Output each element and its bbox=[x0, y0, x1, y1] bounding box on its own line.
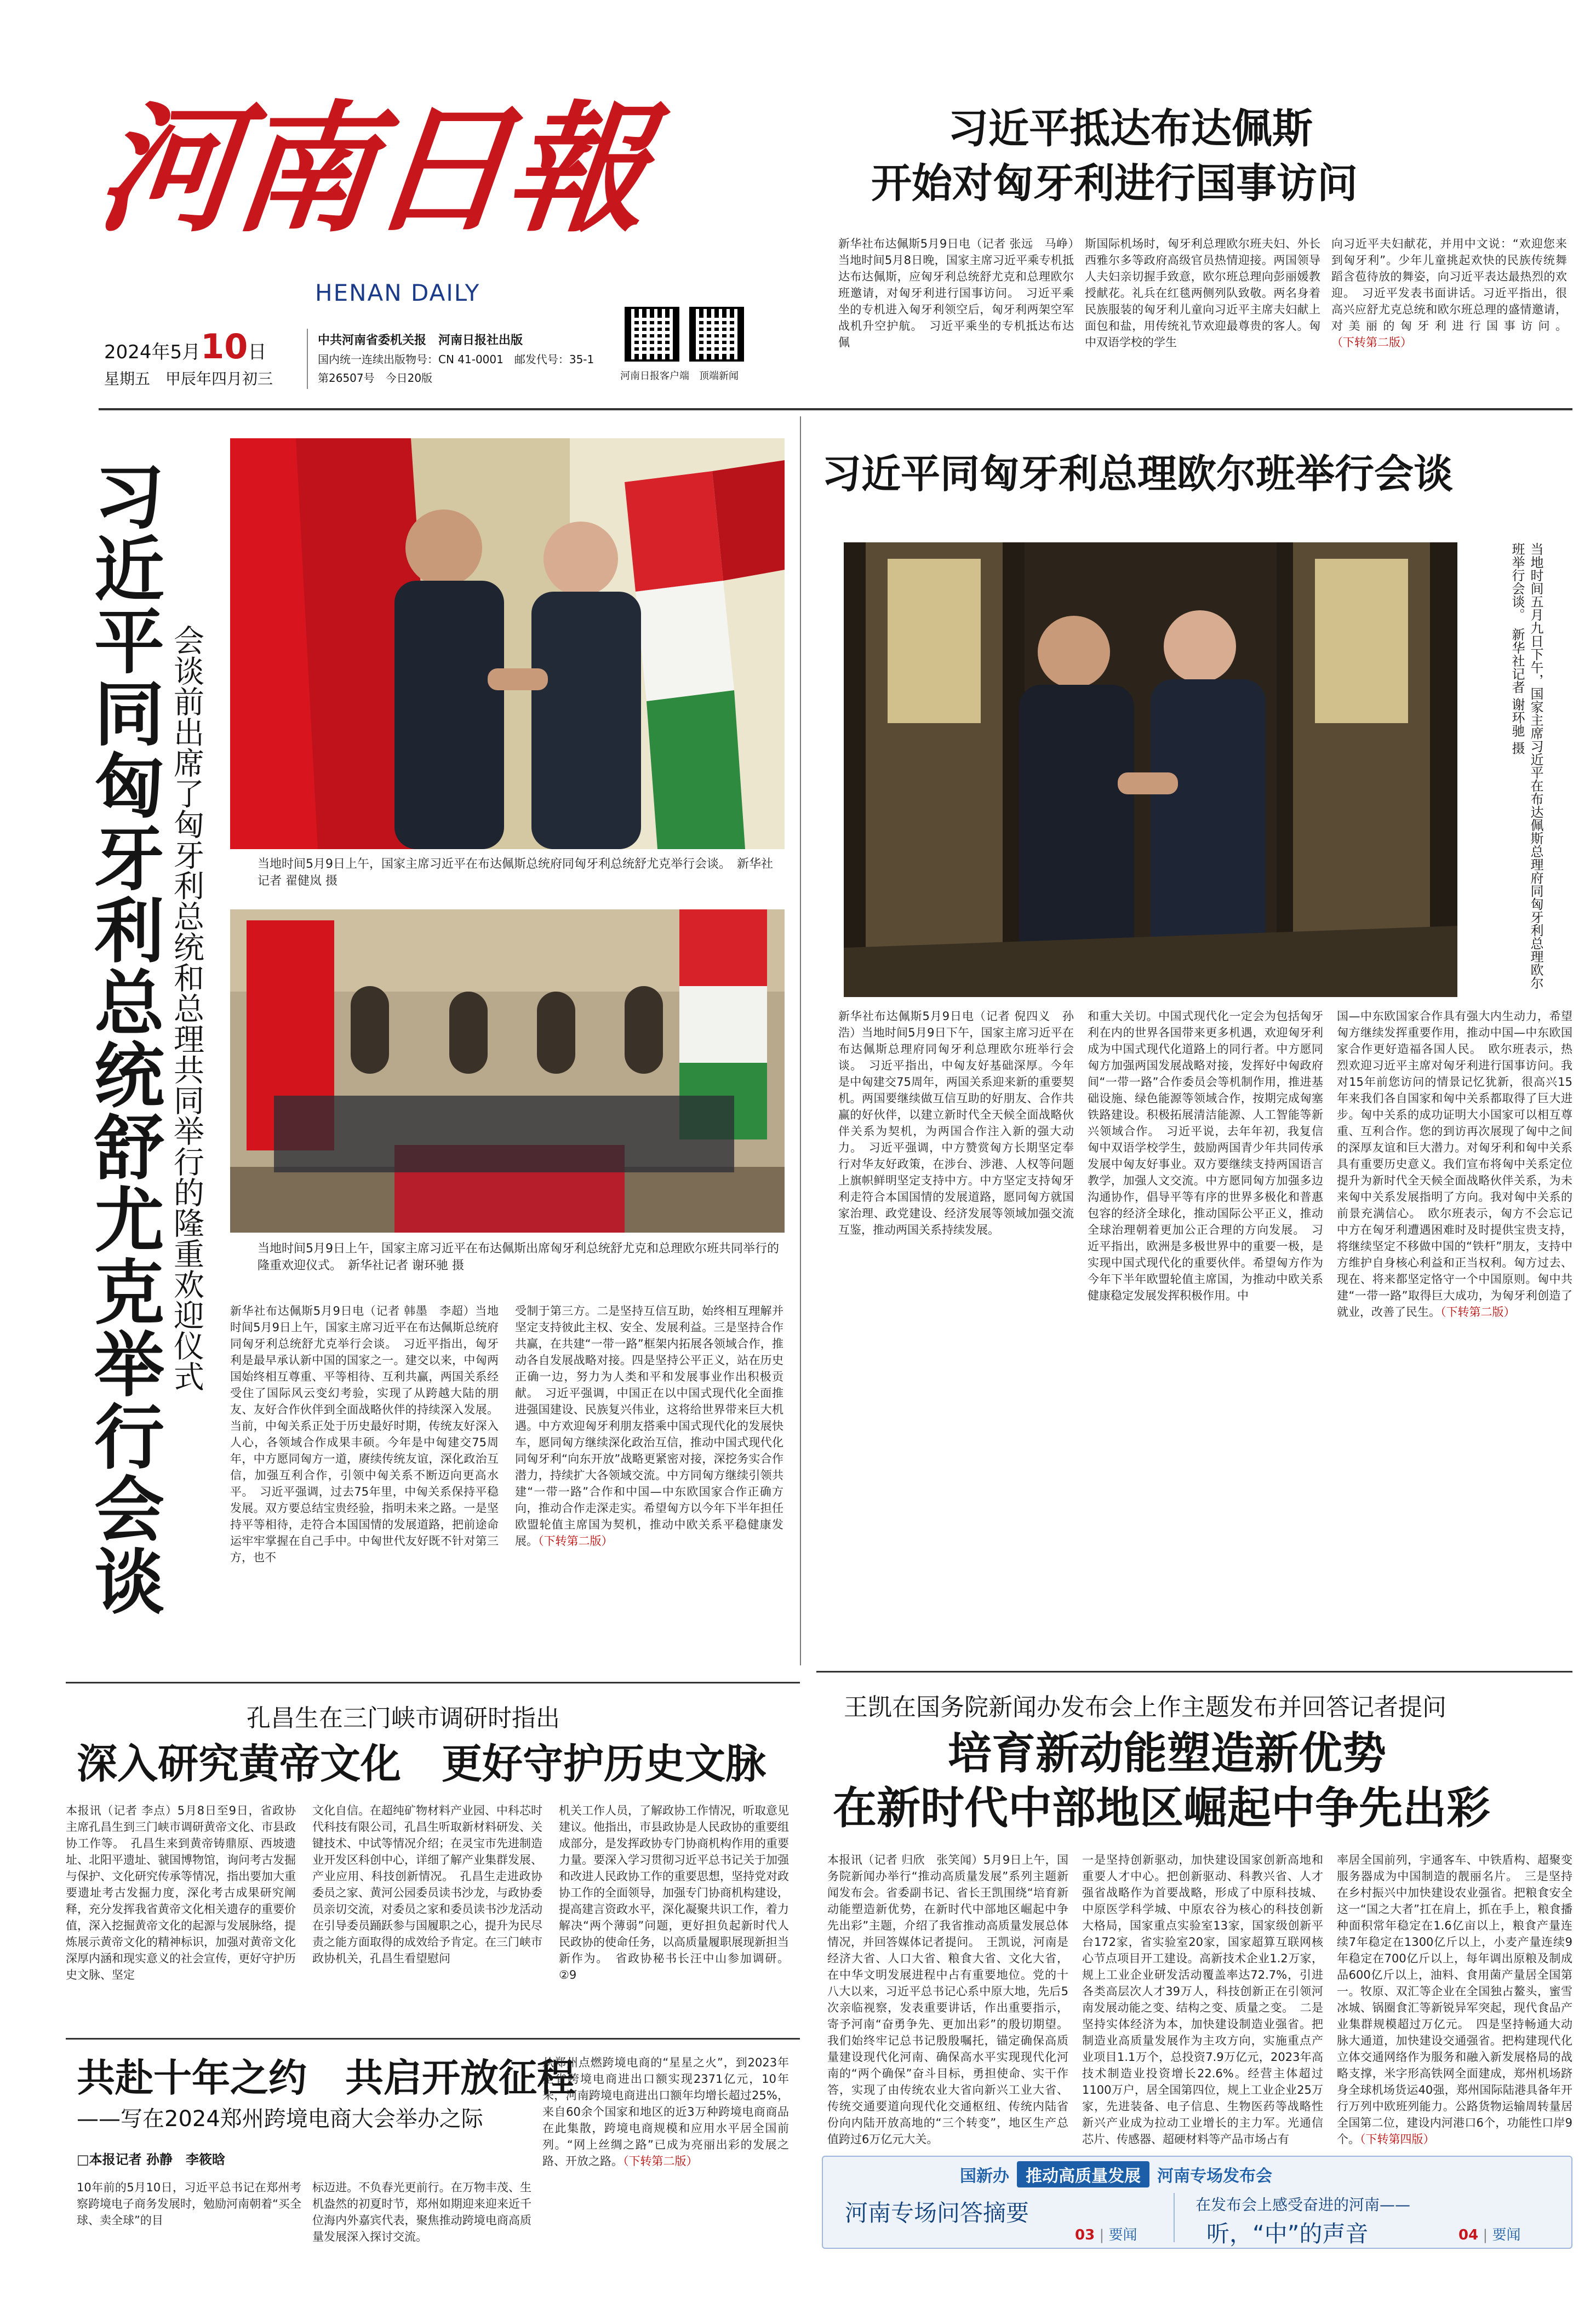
promo-left-ref[interactable]: 03 | 要闻 bbox=[1075, 2227, 1137, 2243]
wang-story-col1: 本报讯（记者 归欣 张笑闻）5月9日上午，国务院新闻办举行“推动高质量发展”系列主题新闻发布会。省委副书记、省长王凯围绕“培育新动能塑造新优势，在新时代中部地区崛起中争先出彩”主题，介绍了我省推动高质量发展总体情况，并回答媒体记者提问。 王凯说，河南是经济大省、人口大省、粮食大省、文化大省，在中华文明发展进程中占有重要地位。党的十八大以来，习近平总书记心系中原大地，先后5次亲临视察，发表重要讲话，作出重要指示，寄予河南“奋勇争先、更加出彩”的殷切期望。我们始终牢记总书记殷殷嘱托，锚定确保高质量建设现代化河南、确保高水平实现现代化河南的“两个确保”奋斗目标，勇担使命、实干作答，实现了由传统农业大省向新兴工业大省、传统交通要道向现代化交通枢纽、传统内陆省份向内陆开放高地的“三个转变”，地区生产总值跨过6万亿元大关。 bbox=[827, 1853, 1068, 2146]
kong-story-col3 bbox=[559, 1802, 789, 2032]
qr-code-dingduan[interactable] bbox=[689, 307, 744, 362]
promo-tag-row bbox=[960, 2161, 1272, 2187]
top-story-col3-text: 向习近平夫妇献花，并用中文说：“欢迎您来到匈牙利”。少年儿童挑起欢快的民族传统舞蹈含苞待放的舞姿，向习近平表达最热烈的欢迎。 习近平发表书面讲话。习近平指出，很高兴应舒尤克总统和欧尔班总理的盛情邀请，对美丽的匈牙利进行国事访问。 bbox=[1331, 237, 1567, 333]
photo-handshake-president bbox=[230, 438, 785, 849]
masthead-logo: 河南日報 bbox=[90, 88, 653, 251]
publisher-line: 中共河南省委机关报 河南日报社出版 bbox=[318, 334, 523, 347]
kong-headline: 深入研究黄帝文化 更好守护历史文脉 bbox=[77, 1740, 766, 1788]
wang-story-col3-text: 率居全国前列，宇通客车、中铁盾构、超聚变服务器成为中国制造的靓丽名片。 三是坚持在乡村振兴中加快建设农业强省。把粮食安全这一“国之大者”扛在肩上，抓在手上，粮食播种面积常年稳定在1.6亿亩以上，粮食产量连续7年稳定在1300亿斤以上，小麦产量连续9年稳定在700亿斤以上，每年调出原粮及制成品600亿斤以上，油料、食用菌产量居全国第一。牧原、双汇等企业在全国独占鳌头，蜜雪冰城、锅圈食汇等新锐异军突起，现代食品产业集群规模超过万亿元。 四是坚持畅通大动脉大通道，加快建设交通强省。把构建现代化立体交通网络作为服务和融入新发展格局的战略支撑，米字形高铁网全面建成，郑州机场跻身全球机场货运40强，郑州国际陆港具备年开行万列中欧班列能力。公路货物运输周转量居全国第二位，建设内河港口6个，功能性口岸9个。 bbox=[1337, 1853, 1572, 2146]
left-story-col2 bbox=[515, 1303, 783, 1653]
promo-right-ref[interactable]: 04 | 要闻 bbox=[1458, 2227, 1521, 2243]
promo-tag-2: 推动高质量发展 bbox=[1017, 2161, 1149, 2187]
left-story-col2-text: 受制于第三方。二是坚持互信互助，始终相互理解并坚定支持彼此主权、安全、发展利益。三是坚持合作共赢，在共建“一带一路”框架内拓展各领域合作，推动各自发展战略对接。四是坚持公平正义，站在历史正确一边，努力为人类和平和发展事业作出积极贡献。 习近平强调，中国正在以中国式现代化全面推进强国建设、民族复兴伟业，这将给世界带来巨大机遇。中方欢迎匈牙利朋友搭乘中国式现代化的发展快车，愿同匈方继续深化政治互信，推动中国式现代化同匈牙利“向东开放”战略更紧密对接，深挖务实合作潜力，持续扩大各领域交流。中方同匈方继续引领共建“一带一路”合作和中国—中东欧国家合作正确方向，推动合作走深走实。希望匈方以今年下半年担任欧盟轮值主席国为契机，推动中欧关系平稳健康发展。 bbox=[515, 1304, 783, 1548]
photo-welcome-ceremony bbox=[230, 909, 785, 1233]
top-headline-2: 开始对匈牙利进行国事访问 bbox=[871, 160, 1358, 207]
date-suffix: 日 bbox=[248, 341, 267, 363]
promo-tag-3: 河南专场发布会 bbox=[1157, 2167, 1272, 2186]
expo-byline: □本报记者 孙静 李筱晗 bbox=[77, 2152, 226, 2167]
expo-story-continued[interactable]: （下转第二版） bbox=[623, 2155, 698, 2168]
right-photo-caption: 当地时间五月九日下午，国家主席习近平在布达佩斯总理府同匈牙利总理欧尔班举行会谈。 新华社记者 谢环驰 摄 bbox=[1509, 542, 1543, 989]
right-headline: 习近平同匈牙利总理欧尔班举行会谈 bbox=[822, 450, 1454, 497]
expo-story-col3 bbox=[542, 2054, 789, 2273]
issue-date bbox=[104, 327, 266, 366]
top-story-col1: 新华社布达佩斯5月9日电（记者 张远 马峥）当地时间5月8日晚，国家主席习近平乘专机抵达布达佩斯，应匈牙利总统舒尤克和总理欧尔班邀请，对匈牙利进行国事访问。 习近平乘坐的专机进入匈牙利领空后，匈牙利两架空军战机升空护航。 习近平乘坐的专机抵达布达佩 bbox=[838, 237, 1074, 349]
wang-headline-2: 在新时代中部地区崛起中争先出彩 bbox=[833, 1782, 1490, 1834]
expo-subhead: ——写在2024郑州跨境电商大会举办之际 bbox=[77, 2106, 483, 2132]
weekday-lunar: 星期五 甲辰年四月初三 bbox=[104, 370, 273, 388]
top-story-continued[interactable]: （下转第二版） bbox=[1331, 336, 1412, 349]
promo-left-title[interactable]: 河南专场问答摘要 bbox=[845, 2200, 1029, 2226]
right-story-col3 bbox=[1337, 1008, 1572, 1638]
masthead-logo-en: HENAN DAILY bbox=[315, 279, 480, 306]
expo-headline: 共赴十年之约 共启开放征程 bbox=[77, 2055, 575, 2100]
promo-left-section: 要闻 bbox=[1108, 2227, 1137, 2243]
kong-story-tag: ②9 bbox=[559, 1968, 577, 1981]
promo-right-kicker: 在发布会上感受奋进的河南—— bbox=[1195, 2196, 1411, 2214]
wang-kicker: 王凯在国务院新闻办发布会上作主题发布并回答记者提问 bbox=[844, 1693, 1446, 1721]
cn-line: 国内统一连续出版物号：CN 41-0001 邮发代号：35-1 bbox=[318, 353, 594, 366]
kong-story-col2: 文化自信。在超纯矿物材料产业园、中科芯时代科技有限公司，孔昌生听取新材料研发、关键技术、中试等情况介绍；在灵宝市先进制造业开发区科创中心，详细了解产业集群发展、产业应用、科技创新情况。 孔昌生走进政协委员之家、黄河公园委员读书沙龙，与政协委员亲切交流，对委员之家和委员读书沙龙活动在引导委员踊跃参与国履职之心，提升为民尽责之能方面取得的成效给予肯定。在三门峡市政协机关，孔昌生看望慰问 bbox=[312, 1804, 542, 1965]
expo-story-col2: 标迈进。不负春光更前行。在万物丰茂、生机盎然的初夏时节，郑州如期迎来迎来近千位海内外嘉宾代表，聚焦推动跨境电商高质量发展深入探讨交流。 bbox=[312, 2181, 531, 2243]
promo-tag-1: 国新办 bbox=[960, 2167, 1009, 2186]
qr-code-client[interactable] bbox=[625, 307, 679, 362]
left-story-continued[interactable]: （下转第二版） bbox=[538, 1534, 613, 1548]
qr-caption: 河南日报客户端 顶端新闻 bbox=[620, 370, 739, 382]
right-story-col2: 和重大关切。中国式现代化一定会为包括匈牙利在内的世界各国带来更多机遇，欢迎匈牙利成为中国式现代化道路上的同行者。中方愿同匈方加强两国发展战略对接，发挥好中匈政府间“一带一路”合作委员会等机制作用，推进基础设施、绿色能源等领域合作，按期完成匈塞铁路建设。积极拓展清洁能源、人工智能等新兴领域合作。 习近平说，去年年初，我复信匈中双语学校学生，鼓励两国青少年共同传承发展中匈友好事业。双方要继续支持两国语言教学，加强人文交流。中方愿同匈方加强多边沟通协作，倡导平等有序的世界多极化和普惠包容的经济全球化，推动国际公平正义，推动全球治理朝着更加公正合理的方向发展。 习近平指出，欧洲是多极世界中的重要一极，是实现中国式现代化的重要伙伴。希望匈方作为今年下半年欧盟轮值主席国，为推动中欧关系健康稳定发展发挥积极作用。中 bbox=[1088, 1010, 1323, 1302]
promo-right-section: 要闻 bbox=[1492, 2227, 1521, 2243]
right-story-col1: 新华社布达佩斯5月9日电（记者 倪四义 孙浩）当地时间5月9日下午，国家主席习近平在布达佩斯总理府同匈牙利总理欧尔班举行会谈。 习近平指出，中匈友好基础深厚。今年是中匈建交75周年，两国关系迎来新的重要契机。两国要继续做互信互助的好朋友、合作共赢的好伙伴，以建立新时代全天候全面战略伙伴关系为契机，为两国合作注入新的强大动力。 习近平强调，中方赞赏匈方长期坚定奉行对华友好政策，在涉台、涉港、人权等问题上旗帜鲜明坚定支持中方。中方坚定支持匈牙利走符合本国国情的发展道路，愿同匈方就国家治理、政党建设、经济发展等领域加强交流互鉴，推动两国关系持续发展。 bbox=[838, 1010, 1074, 1236]
wang-headline-1: 培育新动能塑造新优势 bbox=[948, 1727, 1386, 1779]
wang-story-continued[interactable]: （下转第四版） bbox=[1360, 2133, 1435, 2146]
photo2-caption: 当地时间5月9日上午，国家主席习近平在布达佩斯出席匈牙利总统舒尤克和总理欧尔班共同举行的隆重欢迎仪式。 新华社记者 谢环驰 摄 bbox=[258, 1242, 779, 1273]
kong-story-col3-text: 机关工作人员，了解政协工作情况，听取意见建议。他指出，市县政协是人民政协的重要组成部分，是发挥政协专门协商机构作用的重要力量。要深入学习贯彻习近平总书记关于加强和改进人民政协工作的重要思想，坚持党对政协工作的全面领导，加强专门协商机构建设，提高建言资政水平，深化凝聚共识工作，着力解决“两个薄弱”问题，更好担负起新时代人民政协的使命任务，以高质量履职展现新担当新作为。 省政协秘书长汪中山参加调研。 bbox=[559, 1804, 789, 1965]
kong-kicker: 孔昌生在三门峡市调研时指出 bbox=[247, 1704, 560, 1732]
top-headline-1: 习近平抵达布达佩斯 bbox=[948, 105, 1313, 152]
promo-right-page: 04 bbox=[1458, 2227, 1479, 2243]
right-story-col3-text: 国—中东欧国家合作具有强大内生动力，希望匈方继续发挥重要作用，推动中国—中东欧国家合作更好造福各国人民。 欧尔班表示，热烈欢迎习近平主席对匈牙利进行国事访问。我对15年前您访问的情景记忆犹新，很高兴15年来我们各自国家和匈中关系都取得了巨大进步。匈中关系的成功证明大小国家可以相互尊重、互利合作。您的到访再次展现了匈中之间的深厚友谊和巨大潜力。对匈牙利和匈中关系具有重要历史意义。我们宣布将匈中关系定位提升为新时代全天候全面战略伙伴关系，为未来匈中关系发展指明了方向。我对匈中关系的前景充满信心。 欧尔班表示，匈方不会忘记中方在匈牙利遭遇困难时及时提供宝贵支持，将继续坚定不移做中国的“铁杆”朋友，支持中方维护自身核心利益和正当权利。匈方过去、现在、将来都坚定恪守一个中国原则。匈中共建“一带一路”取得巨大成功，为匈牙利创造了就业，改善了民生。 bbox=[1337, 1010, 1572, 1319]
wang-story-col2: 一是坚持创新驱动，加快建设国家创新高地和重要人才中心。把创新驱动、科教兴省、人才强省战略作为首要战略，形成了中原科技城、中原医学科学城、中原农谷为核心的科技创新大格局，国家重点实验室13家，国家级创新平台172家，省实验室20家，国家超算互联网核心节点项目开工建设。高新技术企业1.2万家，规上工业企业研发活动覆盖率达72.7%，引进各类高层次人才39万人，科技创新正在引领河南发展动能之变、结构之变、质量之变。 二是坚持实体经济为本，加快建设制造业强省。把制造业高质量发展作为主攻方向，实施重点产业项目1.1万个，总投资7.9万亿元，2023年高技术制造业投资增长22.6%。经营主体超过1100万户，居全国第四位，规上工业企业25万家，先进装备、电子信息、生物医药等战略性新兴产业成为拉动工业增长的主力军。光通信芯片、传感器、超硬材料等产品市场占有 bbox=[1082, 1853, 1323, 2146]
date-day: 10 bbox=[201, 327, 248, 366]
issue-line: 第26507号 今日20版 bbox=[318, 371, 433, 385]
promo-right-title[interactable]: 听，“中”的声音 bbox=[1206, 2220, 1369, 2247]
date-prefix: 2024年5月 bbox=[104, 341, 201, 363]
right-story-continued[interactable]: （下转第二版） bbox=[1440, 1305, 1515, 1319]
left-vertical-headline: 习近平同匈牙利总统舒尤克举行会谈 bbox=[82, 460, 164, 1617]
photo1-caption: 当地时间5月9日上午，国家主席习近平在布达佩斯总统府同匈牙利总统舒尤克举行会谈。 新华社记者 翟健岚 摄 bbox=[258, 857, 773, 888]
top-story-col3 bbox=[1331, 236, 1567, 389]
top-story-col2: 斯国际机场时，匈牙利总理欧尔班夫妇、外长西雅尔多等政府高级官员热情迎接。两国领导人夫妇亲切握手致意，欧尔班总理向彭丽媛教授献花。礼兵在红毯两侧列队致敬。两名身着民族服装的匈牙利儿童向习近平主席夫妇献上面包和盐，用传统礼节欢迎最尊贵的客人。匈中双语学校的学生 bbox=[1085, 237, 1320, 349]
expo-story-col1: 10年前的5月10日，习近平总书记在郑州考察跨境电子商务发展时，勉励河南朝着“买全球、卖全球”的目 bbox=[77, 2181, 301, 2227]
left-story-col1: 新华社布达佩斯5月9日电（记者 韩墨 李超）当地时间5月9日上午，国家主席习近平在布达佩斯总统府同匈牙利总统舒尤克举行会谈。 习近平指出，匈牙利是最早承认新中国的国家之一。建交以来，中匈两国始终相互尊重、平等相待、互利共赢，两国关系经受住了国际风云变幻考验，实现了从跨越大陆的朋友、友好合作伙伴到全面战略伙伴的持续深入发展。当前，中匈关系正处于历史最好时期，传统友好深入人心，各领域合作成果丰硕。今年是中匈建交75周年，中方愿同匈方一道，赓续传统友谊，深化政治互信，加强互利合作，引领中匈关系不断迈向更高水平。 习近平强调，过去75年里，中匈关系保持平稳发展。双方要总结宝贵经验，指明未来之路。一是坚持平等相待，走符合本国国情的发展道路，把前途命运牢牢掌握在自己手中。中匈世代友好既不针对第三方，也不 bbox=[230, 1304, 499, 1564]
expo-story-col3-text: 从郑州点燃跨境电商的“星星之火”，到2023年全省跨境电商进出口额实现2371亿元，10年来，河南跨境电商进出口额年均增长超过25%，来自60余个国家和地区的近3万种跨境电商商品在此集散，跨境电商规模和应用水平居全国前列。“网上丝绸之路”已成为亮丽出彩的发展之路、开放之路。 bbox=[542, 2056, 789, 2168]
kong-story-col1: 本报讯（记者 李点）5月8日至9日，省政协主席孔昌生到三门峡市调研黄帝文化、市县政协工作等。 孔昌生来到黄帝铸鼎原、西坡遗址、北阳平遗址、虢国博物馆，询问考古发掘与保护、文化研究传承等情况，指出要加大重要遗址考古发掘力度，深化考古成果研究阐释，充分发挥我省黄帝文化相关遗存的重要价值，深入挖掘黄帝文化的起源与发展脉络，提炼展示黄帝文化的精神标识，加强对黄帝文化深厚内涵和现实意义的社会宣传，更好守护历史文脉、坚定 bbox=[66, 1804, 296, 1981]
photo-handshake-premier bbox=[844, 542, 1457, 997]
promo-left-page: 03 bbox=[1075, 2227, 1095, 2243]
left-vertical-subhead: 会谈前出席了匈牙利总统和总理共同举行的隆重欢迎仪式 bbox=[169, 625, 204, 1391]
promo-banner[interactable] bbox=[822, 2156, 1572, 2249]
wang-story-col3 bbox=[1337, 1852, 1572, 2147]
